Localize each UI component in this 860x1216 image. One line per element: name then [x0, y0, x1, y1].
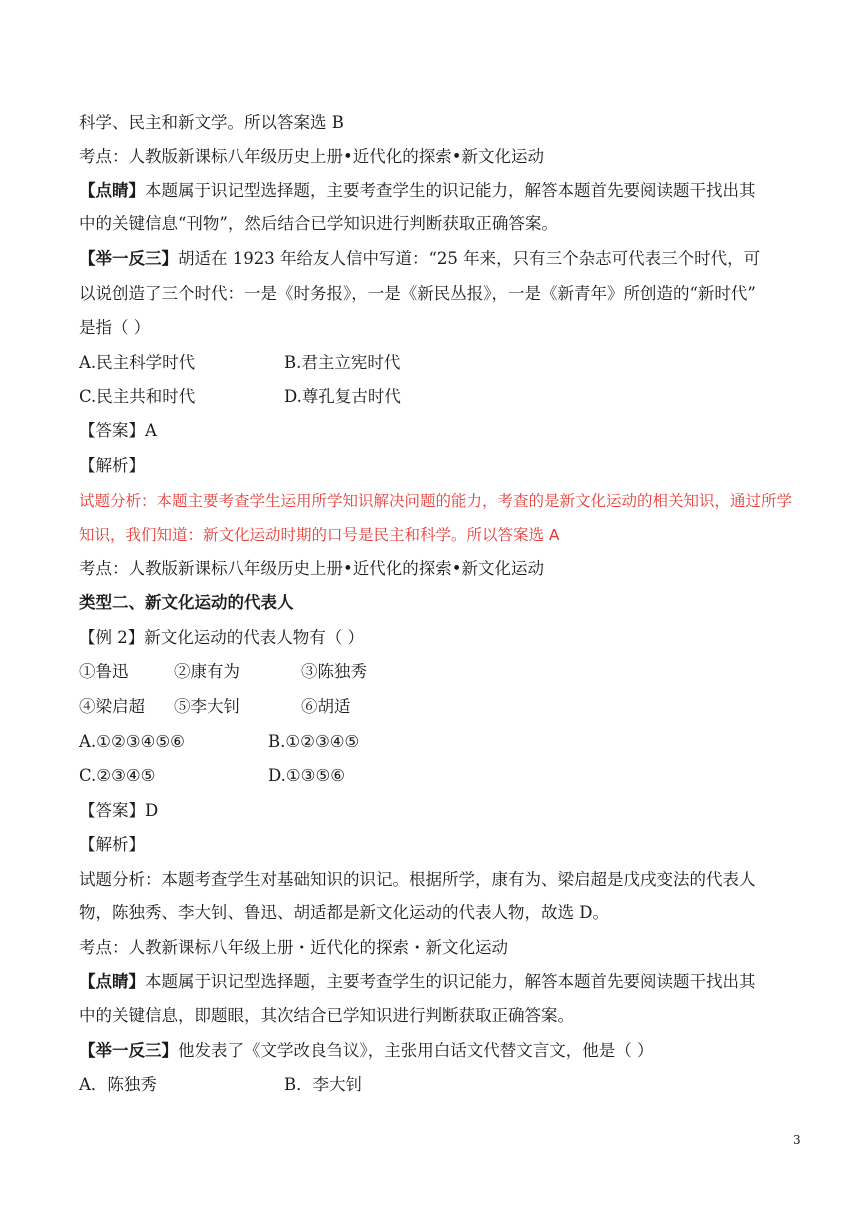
option-row [79, 1074, 362, 1096]
section-heading: 类型二、新文化运动的代表人 [79, 593, 294, 612]
choice-row [79, 661, 367, 683]
text-line [79, 248, 760, 270]
option-b: B．李大钊 [284, 1075, 363, 1094]
choice-6: ⑥胡适 [301, 697, 351, 716]
choice-2: ②康有为 [174, 662, 240, 681]
option-a: A．陈独秀 [79, 1075, 157, 1094]
option-row [79, 731, 359, 753]
tip-text: 本题属于识记型选择题，主要考查学生的识记能力，解答本题首先要阅读题干找出其 [145, 972, 756, 991]
text-line: 考点：人教版新课标八年级历史上册•近代化的探索•新文化运动 [79, 559, 544, 578]
text-line: 中的关键信息，即题眼，其次结合已学知识进行判断获取正确答案。 [79, 1006, 574, 1025]
analysis-label: 【解析】 [79, 456, 145, 475]
choice-1: ①鲁迅 [79, 662, 129, 681]
option-b: B.①②③④⑤ [268, 732, 360, 751]
tip-tag: 【点睛】 [79, 181, 145, 200]
text-line: 以说创造了三个时代：一是《时务报》，一是《新民丛报》，一是《新青年》所创造的“新时代” [79, 284, 756, 303]
text-line [79, 971, 756, 993]
choice-row [79, 696, 351, 718]
text-line: 考点：人教版新课标八年级历史上册•近代化的探索•新文化运动 [79, 147, 544, 166]
text-line: 是指（ ） [79, 318, 151, 337]
practice-tag: 【举一反三】 [79, 249, 178, 268]
choice-4: ④梁启超 [79, 697, 145, 716]
analysis-red-line: 试题分析：本题主要考查学生运用所学知识解决问题的能力，考查的是新文化运动的相关知识，通过所学 [79, 492, 793, 510]
text-line: 考点：人教新课标八年级上册・近代化的探索・新文化运动 [79, 938, 508, 957]
option-a: A.民主科学时代 [79, 353, 196, 372]
option-a: A.①②③④⑤⑥ [79, 732, 185, 751]
text-line: 试题分析：本题考查学生对基础知识的识记。根据所学，康有为、梁启超是戊戌变法的代表人 [79, 870, 756, 889]
tip-text: 本题属于识记型选择题，主要考查学生的识记能力，解答本题首先要阅读题干找出其 [145, 181, 756, 200]
option-d: D.①③⑤⑥ [268, 766, 346, 785]
text-line: 科学、民主和新文学。所以答案选 B [79, 113, 344, 132]
option-row [79, 765, 345, 787]
page-number: 3 [793, 1133, 801, 1147]
answer-line: 【答案】D [79, 801, 159, 820]
option-d: D.尊孔复古时代 [284, 387, 401, 406]
question-line: 【例 2】新文化运动的代表人物有（ ） [79, 628, 364, 647]
text-line: 物，陈独秀、李大钊、鲁迅、胡适都是新文化运动的代表人物，故选 D。 [79, 903, 609, 922]
tip-tag: 【点睛】 [79, 972, 145, 991]
choice-3: ③陈独秀 [301, 662, 367, 681]
text-line [79, 180, 756, 202]
practice-text: 胡适在 1923 年给友人信中写道：“25 年来，只有三个杂志可代表三个时代，可 [178, 249, 761, 268]
option-row [79, 386, 401, 408]
practice-text: 他发表了《文学改良刍议》，主张用白话文代替文言文，他是（ ） [178, 1041, 654, 1060]
text-line: 中的关键信息“刊物”，然后结合已学知识进行判断获取正确答案。 [79, 214, 558, 233]
text-line [79, 1040, 654, 1062]
option-b: B.君主立宪时代 [284, 353, 401, 372]
choice-5: ⑤李大钊 [174, 697, 240, 716]
answer-line: 【答案】A [79, 421, 157, 440]
analysis-label: 【解析】 [79, 835, 145, 854]
option-c: C.民主共和时代 [79, 387, 196, 406]
practice-tag: 【举一反三】 [79, 1041, 178, 1060]
analysis-red-line: 知识，我们知道：新文化运动时期的口号是民主和科学。所以答案选 A [79, 526, 560, 544]
option-c: C.②③④⑤ [79, 766, 156, 785]
option-row [79, 352, 400, 374]
